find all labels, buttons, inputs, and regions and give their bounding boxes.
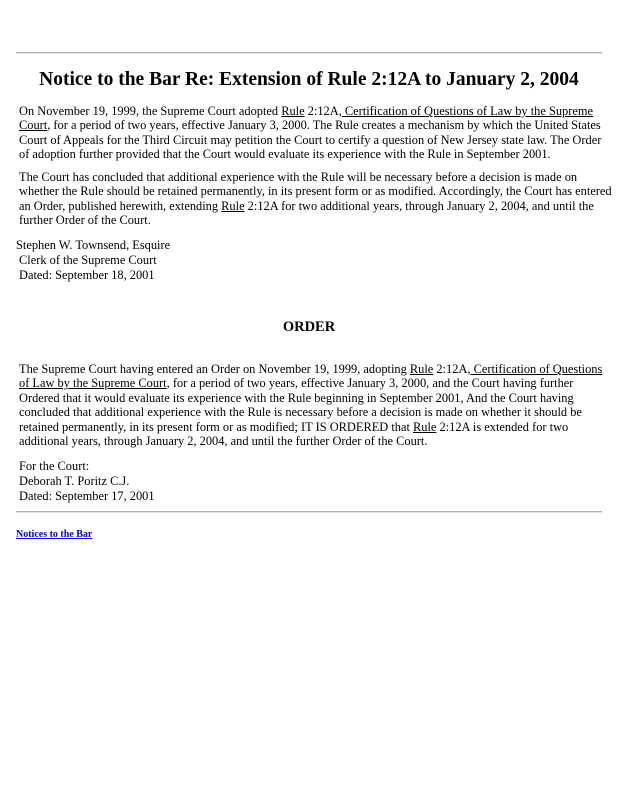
paragraph-line: an Order, published herewith, extending Rule 2:12A for two additional years, through January 2, 2004, and until the xyxy=(19,198,594,213)
paragraph-line: On November 19, 1999, the Supreme Court adopted Rule 2:12A, Certification of Questions of Law by the Supreme xyxy=(19,104,594,118)
rule-title-link-cont[interactable]: Court xyxy=(19,118,48,133)
order-heading: ORDER xyxy=(282,319,336,335)
signature-title: Clerk of the Supreme Court xyxy=(19,252,157,267)
rule-title-link[interactable]: Certification of Questions xyxy=(470,362,603,376)
signature-heading: For the Court: xyxy=(19,459,90,473)
paragraph-line: Ordered that it would evaluate its experience with the Rule beginning in September 2001, And the Court having xyxy=(19,390,574,405)
rule-title-link-cont[interactable]: of Law by the Supreme Court xyxy=(19,376,167,391)
paragraph-line: Court of Appeals for the Third Circuit may petition the Court to certify a question of New Jersey state law. The Order xyxy=(19,132,602,147)
signature-date: Dated: September 18, 2001 xyxy=(19,267,155,282)
signature-date: Dated: September 17, 2001 xyxy=(19,488,155,503)
notices-to-the-bar-link[interactable]: Notices to the Bar xyxy=(16,529,93,540)
clerk-signature xyxy=(16,238,170,282)
paragraph-line: concluded that additional experience with the Rule is necessary before a decision is made on whether it should be xyxy=(19,405,582,420)
court-signature xyxy=(19,459,155,503)
paragraph-line: The Court has concluded that additional experience with the Rule will be necessary before a decision is made on xyxy=(19,170,578,184)
signature-name: Deborah T. Poritz C.J. xyxy=(19,473,130,488)
notice-paragraph-2 xyxy=(19,170,612,228)
signature-name: Stephen W. Townsend, Esquire xyxy=(16,238,171,252)
paragraph-line: The Supreme Court having entered an Order on November 19, 1999, adopting Rule 2:12A, Certification of Questions xyxy=(19,362,603,376)
order-paragraph xyxy=(19,362,605,448)
paragraph-line: additional years, through January 2, 2004, and until the further Order of the Court. xyxy=(19,434,428,449)
notice-paragraph-1 xyxy=(19,104,605,162)
paragraph-line: of adoption further provided that the Court would evaluate its experience with the Rule in September 2001. xyxy=(19,147,551,162)
rule-title-link[interactable]: Certification of Questions of Law by the Supreme xyxy=(341,104,594,118)
top-divider xyxy=(16,52,602,54)
paragraph-line: of Law by the Supreme Court, for a period of two years, effective January 3, 2000, and the Court having further xyxy=(19,376,574,391)
bottom-divider xyxy=(16,511,602,513)
rule-link[interactable]: Rule xyxy=(281,104,305,118)
paragraph-line: retained permanently, in its present form or as modified; IT IS ORDERED that Rule 2:12A is extended for two xyxy=(19,419,569,434)
rule-link[interactable]: Rule xyxy=(409,362,434,376)
rule-link[interactable]: Rule xyxy=(413,419,437,434)
paragraph-line: further Order of the Court. xyxy=(19,213,151,228)
paragraph-line: whether the Rule should be retained permanently, in its present form or as modified. Accordingly, the Court has entered xyxy=(19,184,612,199)
page-title: Notice to the Bar Re: Extension of Rule 2:12A to January 2, 2004 xyxy=(39,69,579,90)
paragraph-line: Court, for a period of two years, effective January 3, 2000. The Rule creates a mechanism by which the United States xyxy=(19,118,601,133)
rule-link[interactable]: Rule xyxy=(221,198,245,213)
